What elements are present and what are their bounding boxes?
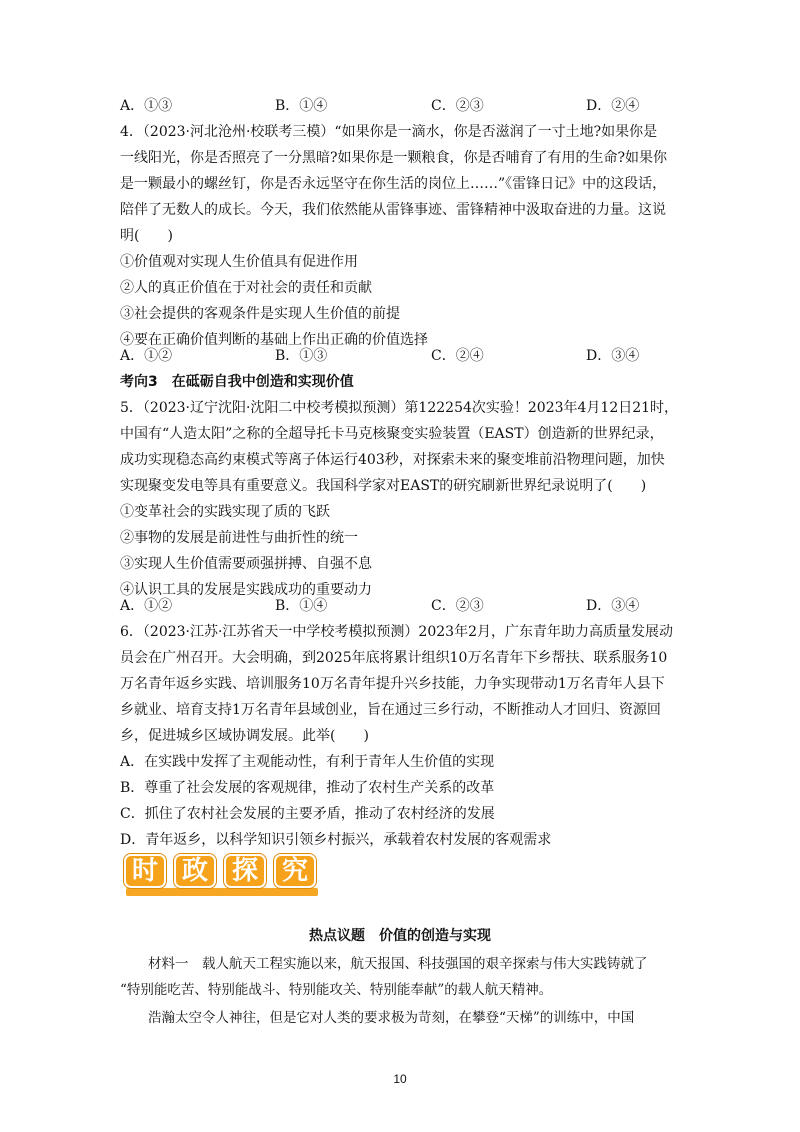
material-line: “特别能吃苦、特别能战斗、特别能攻关、特别能奉献”的载人航天精神。 <box>120 982 553 998</box>
q3-option-d[interactable]: D．②④ <box>586 98 640 114</box>
q5-statement: ③实现人生价值需要顽强拼搏、自强不息 <box>120 556 372 572</box>
banner-char: 政 <box>174 854 216 888</box>
q5-statement: ④认识工具的发展是实践成功的重要动力 <box>120 582 372 598</box>
q3-option-b[interactable]: B．①④ <box>275 98 328 114</box>
q5-options <box>120 596 680 616</box>
q5-statement: ②事物的发展是前进性与曲折性的统一 <box>120 530 358 546</box>
q5-option-c[interactable]: C．②③ <box>431 598 484 614</box>
q6-stem-line: 6．（2023·江苏·江苏省天一中学校考模拟预测）2023年2月，广东青年助力高质量发展动 <box>120 624 673 640</box>
q5-stem-line: 中国有“人造太阳”之称的全超导托卡马克核聚变实验装置（EAST）创造新的世界纪录， <box>120 426 664 442</box>
banner-underline <box>126 888 318 896</box>
q3-option-a[interactable]: A．①③ <box>120 98 173 114</box>
material-line: 材料一 载人航天工程实施以来，航天报国、科技强国的艰辛探索与伟大实践铸就了 <box>148 956 648 972</box>
banner-char: 探 <box>224 854 266 888</box>
q4-statement: ①价值观对实现人生价值具有促进作用 <box>120 254 358 270</box>
q3-option-c[interactable]: C．②③ <box>431 98 484 114</box>
q5-option-a[interactable]: A．①② <box>120 598 173 614</box>
banner-char: 时 <box>124 854 166 888</box>
banner-char: 究 <box>274 854 316 888</box>
hot-topic-title: 热点议题 价值的创造与实现 <box>309 928 491 944</box>
q6-option-c[interactable]: C．抓住了农村社会发展的主要矛盾，推动了农村经济的发展 <box>120 806 495 822</box>
current-affairs-banner <box>120 852 326 896</box>
q6-stem-line: 乡，促进城乡区域协调发展。此举( ) <box>120 728 369 744</box>
q4-options <box>120 346 680 366</box>
q4-option-a[interactable]: A．①② <box>120 348 173 364</box>
q6-stem-line: 万名青年返乡实践、培训服务10万名青年提升兴乡技能，力争实现带动1万名青年人县下 <box>120 676 665 692</box>
q4-stem-line: 一线阳光，你是否照亮了一分黑暗?如果你是一颗粮食，你是否哺育了有用的生命?如果你 <box>120 150 668 166</box>
q3-options <box>120 96 680 116</box>
section-heading: 考向3 在砥砺自我中创造和实现价值 <box>120 374 354 390</box>
q4-stem-line: 4．（2023·河北沧州·校联考三模）“如果你是一滴水，你是否滋润了一寸土地?如果你是 <box>120 124 658 140</box>
q5-stem-line: 实现聚变发电等具有重要意义。我国科学家对EAST的研究刷新世界纪录说明了( ) <box>120 478 647 494</box>
q6-option-b[interactable]: B．尊重了社会发展的客观规律，推动了农村生产关系的改革 <box>120 780 495 796</box>
q4-stem-line: 是一颗最小的螺丝钉，你是否永远坚守在你生活的岗位上……”《雷锋日记》中的这段话， <box>120 176 667 192</box>
q4-statement: ②人的真正价值在于对社会的责任和贡献 <box>120 280 372 296</box>
q4-stem-line: 明( ) <box>120 228 173 244</box>
q4-option-b[interactable]: B．①③ <box>275 348 328 364</box>
q4-statement: ③社会提供的客观条件是实现人生价值的前提 <box>120 306 400 322</box>
q5-option-d[interactable]: D．③④ <box>586 598 640 614</box>
q4-option-d[interactable]: D．③④ <box>586 348 640 364</box>
q6-stem-line: 员会在广州召开。大会明确，到2025年底将累计组织10万名青年下乡帮扶、联系服务10 <box>120 650 668 666</box>
q4-statement: ④要在正确价值判断的基础上作出正确的价值选择 <box>120 332 428 348</box>
page-number: 10 <box>393 1072 407 1086</box>
q6-stem-line: 乡就业、培育支持1万名青年县域创业，旨在通过三乡行动，不断推动人才回归、资源回 <box>120 702 661 718</box>
q5-statement: ①变革社会的实践实现了质的飞跃 <box>120 504 330 520</box>
q5-stem-line: 成功实现稳态高约束模式等离子体运行403秒，对探索未来的聚变堆前沿物理问题，加快 <box>120 452 665 468</box>
q4-stem-line: 陪伴了无数人的成长。今天，我们依然能从雷锋事迹、雷锋精神中汲取奋进的力量。这说 <box>120 202 666 218</box>
q4-option-c[interactable]: C．②④ <box>431 348 484 364</box>
material-line: 浩瀚太空令人神往，但是它对人类的要求极为苛刻，在攀登“天梯”的训练中，中国 <box>148 1010 635 1026</box>
q5-option-b[interactable]: B．①④ <box>275 598 328 614</box>
q6-option-a[interactable]: A．在实践中发挥了主观能动性，有利于青年人生价值的实现 <box>120 754 495 770</box>
q6-option-d[interactable]: D．青年返乡，以科学知识引领乡村振兴，承载着农村发展的客观需求 <box>120 832 552 848</box>
q5-stem-line: 5．（2023·辽宁沈阳·沈阳二中校考模拟预测）第122254次实验！2023年4月12日21时， <box>120 400 679 416</box>
